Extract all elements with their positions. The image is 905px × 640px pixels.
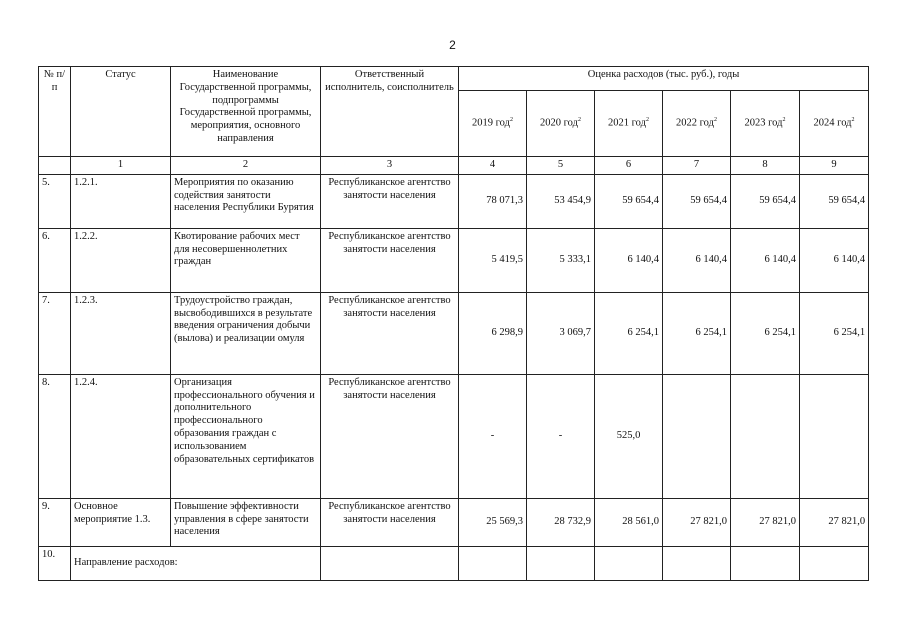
value-cell: 6 254,1 bbox=[800, 292, 869, 374]
page-number: 2 bbox=[449, 38, 456, 52]
value-cell bbox=[800, 546, 869, 580]
value-cell: 6 140,4 bbox=[800, 228, 869, 292]
row-status: 1.2.2. bbox=[71, 228, 171, 292]
col-number: 7 bbox=[663, 157, 731, 175]
header-year: 2021 год$^2$ bbox=[595, 91, 663, 157]
row-responsible: Республиканское агентство занятости населения bbox=[321, 174, 459, 228]
table-row bbox=[39, 292, 869, 374]
row-no: 7. bbox=[39, 292, 71, 374]
value-cell: 6 254,1 bbox=[731, 292, 800, 374]
table-row bbox=[39, 546, 869, 580]
header-status: Статус bbox=[71, 67, 171, 157]
header-year: 2019 год$^2$ bbox=[459, 91, 527, 157]
value-cell bbox=[663, 546, 731, 580]
value-cell: 3 069,7 bbox=[527, 292, 595, 374]
col-number: 3 bbox=[321, 157, 459, 175]
col-number: 8 bbox=[731, 157, 800, 175]
value-cell: 6 254,1 bbox=[595, 292, 663, 374]
value-cell bbox=[595, 546, 663, 580]
value-cell: 53 454,9 bbox=[527, 174, 595, 228]
value-cell bbox=[527, 546, 595, 580]
row-name: Организация профессионального обучения и дополнительного профессионального образования граждан с использованием образовательных сертификатов bbox=[171, 374, 321, 498]
row-no: 6. bbox=[39, 228, 71, 292]
value-cell bbox=[731, 374, 800, 498]
row-responsible: Республиканское агентство занятости населения bbox=[321, 498, 459, 546]
value-cell: 28 732,9 bbox=[527, 498, 595, 546]
value-cell bbox=[663, 374, 731, 498]
value-cell: 59 654,4 bbox=[731, 174, 800, 228]
col-number: 2 bbox=[171, 157, 321, 175]
value-cell: 78 071,3 bbox=[459, 174, 527, 228]
row-status: Основное мероприятие 1.3. bbox=[71, 498, 171, 546]
row-name: Трудоустройство граждан, высвободившихся в результате введения ограничения добычи (вылова) и реализации омуля bbox=[171, 292, 321, 374]
value-cell: 6 140,4 bbox=[595, 228, 663, 292]
row-status: 1.2.4. bbox=[71, 374, 171, 498]
value-cell bbox=[800, 374, 869, 498]
row-name: Квотирование рабочих мест для несовершеннолетних граждан bbox=[171, 228, 321, 292]
value-cell: 27 821,0 bbox=[663, 498, 731, 546]
row-no: 8. bbox=[39, 374, 71, 498]
row-status: 1.2.3. bbox=[71, 292, 171, 374]
value-cell: 28 561,0 bbox=[595, 498, 663, 546]
value-cell: 6 140,4 bbox=[663, 228, 731, 292]
col-number: 4 bbox=[459, 157, 527, 175]
row-responsible: Республиканское агентство занятости населения bbox=[321, 228, 459, 292]
col-number: 6 bbox=[595, 157, 663, 175]
header-year: 2022 год$^2$ bbox=[663, 91, 731, 157]
row-no: 5. bbox=[39, 174, 71, 228]
column-number-row bbox=[39, 157, 869, 175]
row-status: 1.2.1. bbox=[71, 174, 171, 228]
table-row bbox=[39, 174, 869, 228]
value-cell: 59 654,4 bbox=[595, 174, 663, 228]
value-cell: 5 419,5 bbox=[459, 228, 527, 292]
col-number: 1 bbox=[71, 157, 171, 175]
col-number: 5 bbox=[527, 157, 595, 175]
header-year: 2020 год$^2$ bbox=[527, 91, 595, 157]
row-responsible: Республиканское агентство занятости населения bbox=[321, 374, 459, 498]
value-cell: - bbox=[527, 374, 595, 498]
value-cell: 59 654,4 bbox=[800, 174, 869, 228]
col-number: 9 bbox=[800, 157, 869, 175]
value-cell: 6 140,4 bbox=[731, 228, 800, 292]
row-name: Повышение эффективности управления в сфере занятости населения bbox=[171, 498, 321, 546]
value-cell: 27 821,0 bbox=[800, 498, 869, 546]
value-cell: 6 254,1 bbox=[663, 292, 731, 374]
row-status: Направление расходов: bbox=[71, 546, 321, 580]
row-responsible: Республиканское агентство занятости населения bbox=[321, 292, 459, 374]
value-cell: 525,0 bbox=[595, 374, 663, 498]
col-number bbox=[39, 157, 71, 175]
table-row bbox=[39, 228, 869, 292]
value-cell: 27 821,0 bbox=[731, 498, 800, 546]
value-cell: 5 333,1 bbox=[527, 228, 595, 292]
row-responsible bbox=[321, 546, 459, 580]
table-row bbox=[39, 498, 869, 546]
value-cell bbox=[731, 546, 800, 580]
value-cell: - bbox=[459, 374, 527, 498]
header-year: 2023 год$^2$ bbox=[731, 91, 800, 157]
table-row bbox=[39, 374, 869, 498]
header-year: 2024 год$^2$ bbox=[800, 91, 869, 157]
header-no: № п/п bbox=[39, 67, 71, 157]
header-estimate: Оценка расходов (тыс. руб.), годы bbox=[459, 67, 869, 91]
header-row-top bbox=[39, 67, 869, 91]
value-cell: 6 298,9 bbox=[459, 292, 527, 374]
header-name: Наименование Государственной программы, подпрограммы Государственной программы, мероприятия, основного направления bbox=[171, 67, 321, 157]
value-cell: 25 569,3 bbox=[459, 498, 527, 546]
row-no: 10. bbox=[39, 546, 71, 580]
value-cell bbox=[459, 546, 527, 580]
row-name: Мероприятия по оказанию содействия занятости населения Республики Бурятия bbox=[171, 174, 321, 228]
value-cell: 59 654,4 bbox=[663, 174, 731, 228]
row-no: 9. bbox=[39, 498, 71, 546]
header-responsible: Ответственный исполнитель, соисполнитель bbox=[321, 67, 459, 157]
expenditure-table bbox=[38, 66, 869, 581]
